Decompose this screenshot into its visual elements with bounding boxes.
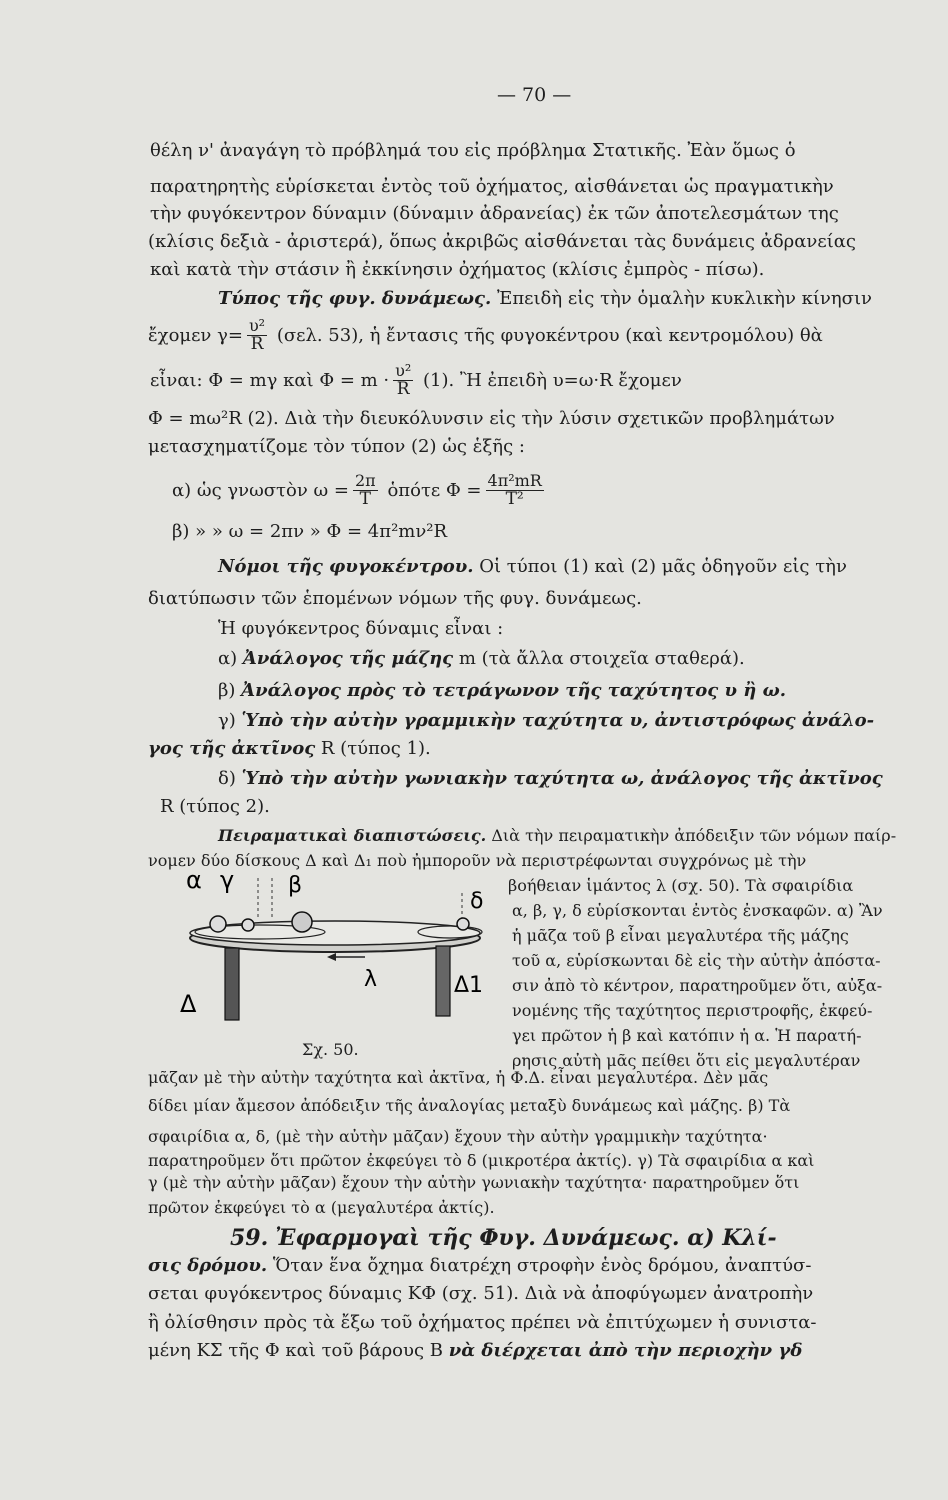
emphasis-text: νὰ διέρχεται ἀπὸ τὴν περιοχὴν γδ	[448, 1340, 803, 1361]
text-line: γ (μὲ τὴν αὐτὴν μᾶζαν) ἔχουν τὴν αὐτὴν γωνιακὴν ταχύτητα· παρατηροῦμεν ὅτι	[148, 1173, 800, 1192]
text-line: διατύπωσιν τῶν ἑπομένων νόμων τῆς φυγ. δυνάμεως.	[148, 588, 642, 609]
list-marker: γ)	[218, 710, 236, 731]
disk-shaft-right	[436, 946, 450, 1016]
text-fragment: α) ὡς γνωστὸν ω =	[172, 479, 349, 501]
section-title-experiments: Πειραματικαὶ διαπιστώσεις.	[218, 826, 487, 845]
text-fragment: (1). Ἢ ἐπειδὴ υ=ω·R ἔχομεν	[423, 369, 682, 391]
section-title-laws: Νόμοι τῆς φυγοκέντρου.	[218, 556, 474, 577]
label-beta: β	[288, 873, 303, 898]
arrow-head-icon	[327, 953, 336, 961]
text-fragment: (σελ. 53), ἡ ἔντασις τῆς φυγοκέντρου (καὶ κεντρομόλου) θὰ	[276, 324, 823, 346]
text-line: νομεν δύο δίσκους Δ καὶ Δ₁ ποὺ ἠμποροῦν νὰ περιστρέφωνται συγχρόνως μὲ τὴν	[148, 851, 807, 870]
text-line	[172, 473, 548, 509]
text-line	[218, 650, 745, 668]
fraction-denominator: R	[250, 333, 264, 354]
text-line	[218, 828, 896, 844]
text-line	[150, 363, 682, 399]
text-fragment: Ἐπειδὴ εἰς τὴν ὁμαλὴν κυκλικὴν κίνησιν	[496, 288, 872, 309]
text-fragment: R (τύπος 1).	[320, 738, 431, 759]
text-line: παρατηροῦμεν ὅτι πρῶτον ἐκφεύγει τὸ δ (μικροτέρα ἀκτίς). γ) Τὰ σφαιρίδια α καὶ	[148, 1151, 815, 1170]
text-line: πρῶτον ἐκφεύγει τὸ α (μεγαλυτέρα ἀκτίς).	[148, 1198, 495, 1217]
ball-gamma	[242, 919, 254, 931]
text-fragment: Οἱ τύποι (1) καὶ (2) μᾶς ὁδηγοῦν εἰς τὴν	[479, 556, 847, 577]
text-fragment: εἶναι: Φ = mγ καὶ Φ = m ·	[150, 369, 390, 391]
text-line	[218, 712, 874, 730]
fraction-numerator: 2π	[355, 471, 376, 490]
disk-shaft-left	[225, 948, 239, 1020]
fraction-denominator: T	[359, 488, 372, 509]
text-line	[218, 770, 883, 788]
text-line	[218, 290, 872, 308]
text-line: βοήθειαν ἱμάντος λ (σχ. 50). Τὰ σφαιρίδια	[508, 876, 854, 895]
label-disk-D: Δ	[180, 990, 197, 1018]
text-line: θέλη ν' ἀναγάγη τὸ πρόβλημά του εἰς πρόβλημα Στατικῆς. Ἐὰν ὅμως ὁ	[150, 140, 796, 161]
text-fragment: ὁπότε Φ =	[387, 479, 482, 501]
figure-caption: Σχ. 50.	[302, 1040, 359, 1059]
ball-beta	[292, 912, 312, 932]
label-disk-D1: Δ1	[454, 973, 484, 998]
fraction-numerator: υ²	[248, 316, 266, 335]
text-line: μετασχηματίζομε τὸν τύπον (2) ὡς ἑξῆς :	[148, 436, 525, 457]
fraction-phi2	[486, 473, 544, 509]
text-line: τοῦ α, εὑρίσκωνται δὲ εἰς τὴν αὐτὴν ἀπόστα-	[512, 951, 881, 970]
list-marker: δ)	[218, 768, 236, 789]
list-marker: β)	[218, 680, 236, 701]
text-line: β) » » ω = 2πν » Φ = 4π²mν²R	[172, 521, 448, 542]
text-line: γει πρῶτον ἡ β καὶ κατόπιν ἡ α. Ἡ παρατή-	[512, 1026, 862, 1045]
label-gamma: γ	[220, 866, 235, 894]
section-number: 59.	[230, 1225, 269, 1251]
subsection-title: σις δρόμου.	[148, 1255, 268, 1276]
text-line	[218, 682, 786, 700]
text-line: (κλίσις δεξιὰ - ἀριστερά), ὅπως ἀκριβῶς αἰσθάνεται τὰς δυνάμεις ἀδρανείας	[148, 231, 856, 252]
text-line: Ἡ φυγόκεντρος δύναμις εἶναι :	[218, 618, 504, 639]
text-line: α, β, γ, δ εὑρίσκονται ἐντὸς ἐνσκαφῶν. α) Ἂν	[512, 901, 883, 920]
text-line: ἢ ὀλίσθησιν πρὸς τὰ ἔξω τοῦ ὀχήματος πρέπει νὰ ἐπιτύχωμεν ἡ συνιστα-	[148, 1312, 817, 1333]
text-line	[148, 318, 823, 354]
law-title: Ὑπὸ τὴν αὐτὴν γραμμικὴν ταχύτητα υ, ἀντιστρόφως ἀνάλο-	[241, 710, 875, 731]
label-lambda: λ	[364, 967, 378, 992]
text-line: καὶ κατὰ τὴν στάσιν ἢ ἐκκίνησιν ὀχήματος (κλίσις ἐμπρὸς - πίσω).	[150, 259, 765, 280]
text-fragment: μένη ΚΣ τῆς Φ καὶ τοῦ βάρους Β	[148, 1340, 443, 1361]
ball-alpha	[210, 916, 226, 932]
text-line: μᾶζαν μὲ τὴν αὐτὴν ταχύτητα καὶ ἀκτῖνα, ἡ Φ.Δ. εἶναι μεγαλυτέρα. Δὲν μᾶς	[148, 1068, 769, 1087]
text-fragment: m (τὰ ἄλλα στοιχεῖα σταθερά).	[458, 648, 745, 669]
section-59-heading	[230, 1227, 777, 1250]
fraction-denominator: R	[396, 378, 410, 399]
fraction-omega	[353, 473, 378, 509]
text-fragment: Διὰ τὴν πειραματικὴν ἀπόδειξιν τῶν νόμων παίρ-	[491, 826, 897, 845]
fraction-numerator: υ²	[395, 361, 412, 380]
section-title-formula: Τύπος τῆς φυγ. δυνάμεως.	[218, 288, 492, 309]
fraction-denominator: T²	[505, 488, 524, 509]
list-marker: α)	[218, 648, 238, 669]
law-title: Ἀνάλογος τῆς μάζης	[242, 648, 454, 669]
label-delta: δ	[470, 889, 484, 914]
text-line: σφαιρίδια α, δ, (μὲ τὴν αὐτὴν μᾶζαν) ἔχουν τὴν αὐτὴν γραμμικὴν ταχύτητα·	[148, 1127, 768, 1146]
law-title: Ἀνάλογος πρὸς τὸ τετράγωνον τῆς ταχύτητος υ ἢ ω.	[241, 680, 787, 701]
page-number: — 70 —	[497, 84, 572, 106]
text-line: παρατηρητὴς εὑρίσκεται ἐντὸς τοῦ ὀχήματος, αἰσθάνεται ὡς πραγματικὴν	[150, 176, 834, 197]
section-title-applications: Ἐφαρμογαὶ τῆς Φυγ. Δυνάμεως. α) Κλί-	[275, 1225, 777, 1251]
law-title: Ὑπὸ τὴν αὐτὴν γωνιακὴν ταχύτητα ω, ἀνάλογος τῆς ἀκτῖνος	[241, 768, 883, 789]
text-line: R (τύπος 2).	[160, 796, 270, 817]
text-line: σεται φυγόκεντρος δύναμις ΚΦ (σχ. 51). Διὰ νὰ ἀποφύγωμεν ἀνατροπὴν	[148, 1283, 814, 1304]
text-line: σιν ἀπὸ τὸ κέντρον, παρατηροῦμεν ὅτι, αὐξα-	[512, 976, 883, 995]
text-line: νομένης τῆς ταχύτητος περιστροφῆς, ἐκφεύ-	[512, 1001, 873, 1020]
text-fragment: ἔχομεν γ=	[148, 324, 243, 346]
text-line: τὴν φυγόκεντρον δύναμιν (δύναμιν ἀδρανείας) ἐκ τῶν ἀποτελεσμάτων της	[150, 203, 839, 224]
text-line	[148, 1257, 811, 1275]
fraction-numerator: 4π²mR	[487, 471, 542, 490]
text-line: ρησις αὐτὴ μᾶς πείθει ὅτι εἰς μεγαλυτέραν	[512, 1051, 861, 1070]
text-fragment: Ὅταν ἕνα ὄχημα διατρέχη στροφὴν ἑνὸς δρόμου, ἀναπτύσ-	[272, 1255, 812, 1276]
text-line	[218, 558, 847, 576]
text-line	[148, 1342, 802, 1360]
fraction-phi1	[393, 363, 413, 399]
label-alpha: α	[186, 866, 202, 894]
text-line: Φ = mω²R (2). Διὰ τὴν διευκόλυνσιν εἰς τὴν λύσιν σχετικῶν προβλημάτων	[148, 408, 835, 429]
ball-delta	[457, 918, 469, 930]
text-line: δίδει μίαν ἄμεσον ἀπόδειξιν τῆς ἀναλογίας μεταξὺ δυνάμεως καὶ μάζης. β) Τὰ	[148, 1096, 791, 1115]
figure-50-disks	[180, 858, 510, 1056]
fraction-gamma	[247, 318, 267, 354]
text-line	[148, 740, 431, 758]
law-title: γος τῆς ἀκτῖνος	[148, 738, 316, 759]
text-line: ἡ μᾶζα τοῦ β εἶναι μεγαλυτέρα τῆς μάζης	[512, 926, 849, 945]
